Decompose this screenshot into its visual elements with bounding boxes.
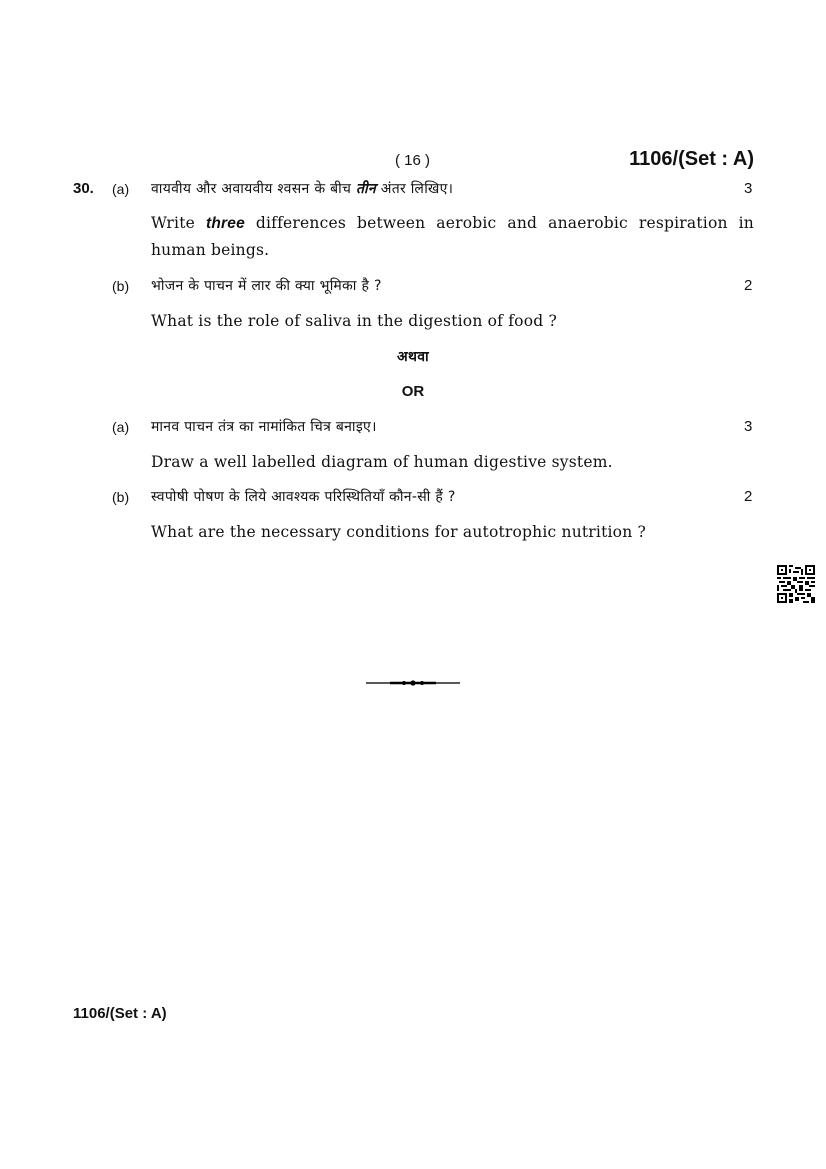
part-label-a: (a) — [112, 181, 130, 197]
marks-a: 3 — [744, 180, 753, 197]
english-emphasis: three — [206, 215, 245, 232]
part-label-b: (b) — [112, 278, 130, 294]
english-text-pre: Write — [151, 214, 206, 232]
alt-question-b-english: What are the necessary conditions for autotrophic nutrition ? — [151, 523, 647, 541]
alt-question-a-hindi: मानव पाचन तंत्र का नामांकित चित्र बनाइए। — [151, 419, 377, 435]
marks-b: 2 — [744, 277, 753, 294]
question-number: 30. — [73, 180, 94, 197]
alt-part-label-b: (b) — [112, 489, 130, 505]
alt-marks-a: 3 — [744, 418, 753, 435]
question-a-hindi — [151, 179, 754, 198]
end-ornament-icon — [366, 676, 460, 690]
hindi-text-post: अंतर लिखिए। — [375, 181, 454, 197]
english-text-post: differences between aerobic and anaerobic respiration in human beings. — [151, 214, 754, 259]
or-hindi: अथवा — [397, 349, 429, 365]
question-b-english: What is the role of saliva in the digestion of food ? — [151, 312, 557, 330]
question-b-hindi: भोजन के पाचन में लार की क्या भूमिका है ? — [151, 278, 382, 294]
qr-code-icon — [777, 565, 815, 603]
page-number: ( 16 ) — [395, 152, 431, 169]
hindi-emphasis: तीन — [356, 181, 376, 197]
or-english: OR — [401, 383, 425, 400]
alt-marks-b: 2 — [744, 488, 753, 505]
alt-question-a-english: Draw a well labelled diagram of human digestive system. — [151, 453, 613, 471]
hindi-text-pre: वायवीय और अवायवीय श्वसन के बीच — [151, 181, 356, 197]
paper-code-footer: 1106/(Set : A) — [73, 1005, 167, 1022]
alt-question-b-hindi: स्वपोषी पोषण के लिये आवश्यक परिस्थितियाँ कौन-सी हैं ? — [151, 489, 456, 505]
alt-part-label-a: (a) — [112, 419, 130, 435]
question-a-english — [151, 210, 754, 264]
paper-code-header: 1106/(Set : A) — [629, 148, 754, 170]
